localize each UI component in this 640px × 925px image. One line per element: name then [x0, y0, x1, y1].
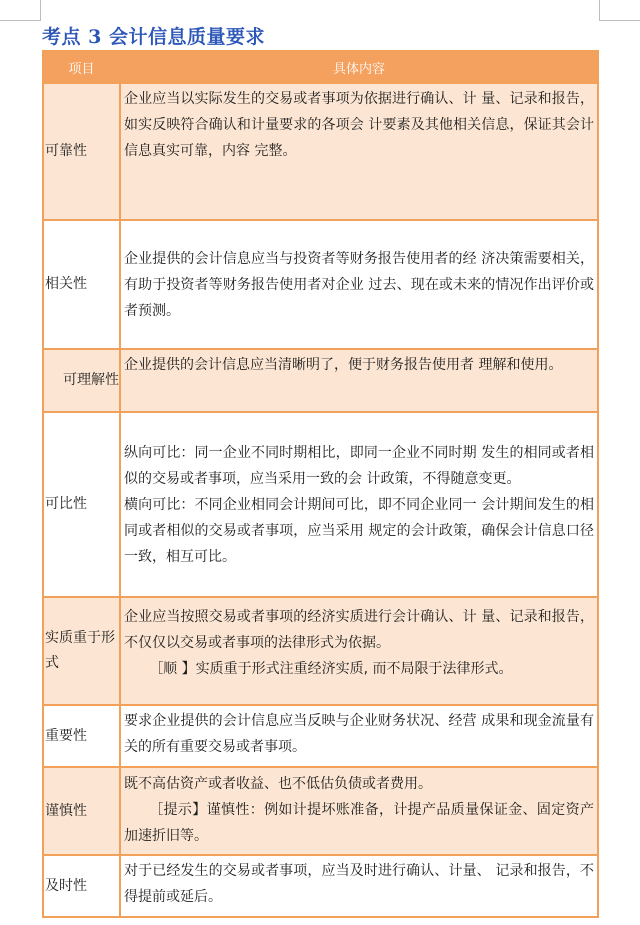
table-row [43, 597, 598, 705]
content-text: 纵向可比：同一企业不同时期相比，即同一企业不同时期 发生的相同或者相似的交易或者事项，应当采用一致的会 计政策，不得随意变更。 [124, 444, 594, 487]
page-corner-mark-left [0, 0, 41, 21]
content-cell [120, 412, 598, 597]
table-row [43, 855, 598, 917]
table-row [43, 83, 598, 220]
item-cell: 可靠性 [43, 83, 120, 220]
content-cell [120, 83, 598, 220]
content-text: 企业提供的会计信息应当与投资者等财务报告使用者的经 济决策需要相关，有助于投资者等财务报告使用者对企业 过去、现在或未来的情况作出评价或者预测。 [124, 250, 594, 319]
content-cell [120, 767, 598, 855]
content-cell [120, 349, 598, 412]
item-cell: 可比性 [43, 412, 120, 597]
content-cell [120, 597, 598, 705]
table-row [43, 220, 598, 349]
table-header-row [43, 51, 598, 83]
content-text: 既不高估资产或者收益、也不低估负债或者费用。 [124, 776, 432, 792]
item-cell: 及时性 [43, 855, 120, 917]
item-cell: 相关性 [43, 220, 120, 349]
item-cell: 可理解性 [43, 349, 120, 412]
page-corner-mark-right [599, 0, 640, 21]
quality-requirements-table [42, 50, 599, 918]
item-cell: 实质重于形式 [43, 597, 120, 705]
tip-note: ［顺 】实质重于形式注重经济实质, 而不局限于法律形式。 [149, 661, 513, 677]
content-text: 要求企业提供的会计信息应当反映与企业财务状况、经营 成果和现金流量有关的所有重要交易或者事项。 [124, 713, 594, 755]
item-cell: 谨慎性 [43, 767, 120, 855]
content-text: 对于已经发生的交易或者事项，应当及时进行确认、计量、 记录和报告，不得提前或延后。 [124, 863, 594, 905]
page-title: 考点 3 会计信息质量要求 [42, 26, 265, 48]
table-row [43, 767, 598, 855]
header-item: 项目 [43, 51, 120, 83]
tip-note: ［提示】谨慎性：例如计提坏账准备，计提产品质量保证金、固定资产加速折旧等。 [124, 802, 594, 844]
table-row [43, 412, 598, 597]
item-cell: 重要性 [43, 705, 120, 767]
content-cell [120, 855, 598, 917]
content-text: 企业应当以实际发生的交易或者事项为依据进行确认、计 量、记录和报告，如实反映符合确认和计量要求的各项会 计要素及其他相关信息，保证其会计信息真实可靠，内容 完整。 [124, 91, 594, 159]
content-cell [120, 705, 598, 767]
content-text: 企业提供的会计信息应当清晰明了，便于财务报告使用者 理解和使用。 [124, 357, 563, 373]
table-row [43, 705, 598, 767]
content-text: 企业应当按照交易或者事项的经济实质进行会计确认、计 量、记录和报告，不仅仅以交易或者事项的法律形式为依据。 [124, 609, 594, 651]
table-row [43, 349, 598, 412]
content-text: 横向可比：不同企业相同会计期间可比，即不同企业同一 会计期间发生的相同或者相似的交易或者事项，应当采用 规定的会计政策，确保会计信息口径一致，相互可比。 [124, 496, 594, 565]
header-content: 具体内容 [120, 51, 598, 83]
content-cell [120, 220, 598, 349]
